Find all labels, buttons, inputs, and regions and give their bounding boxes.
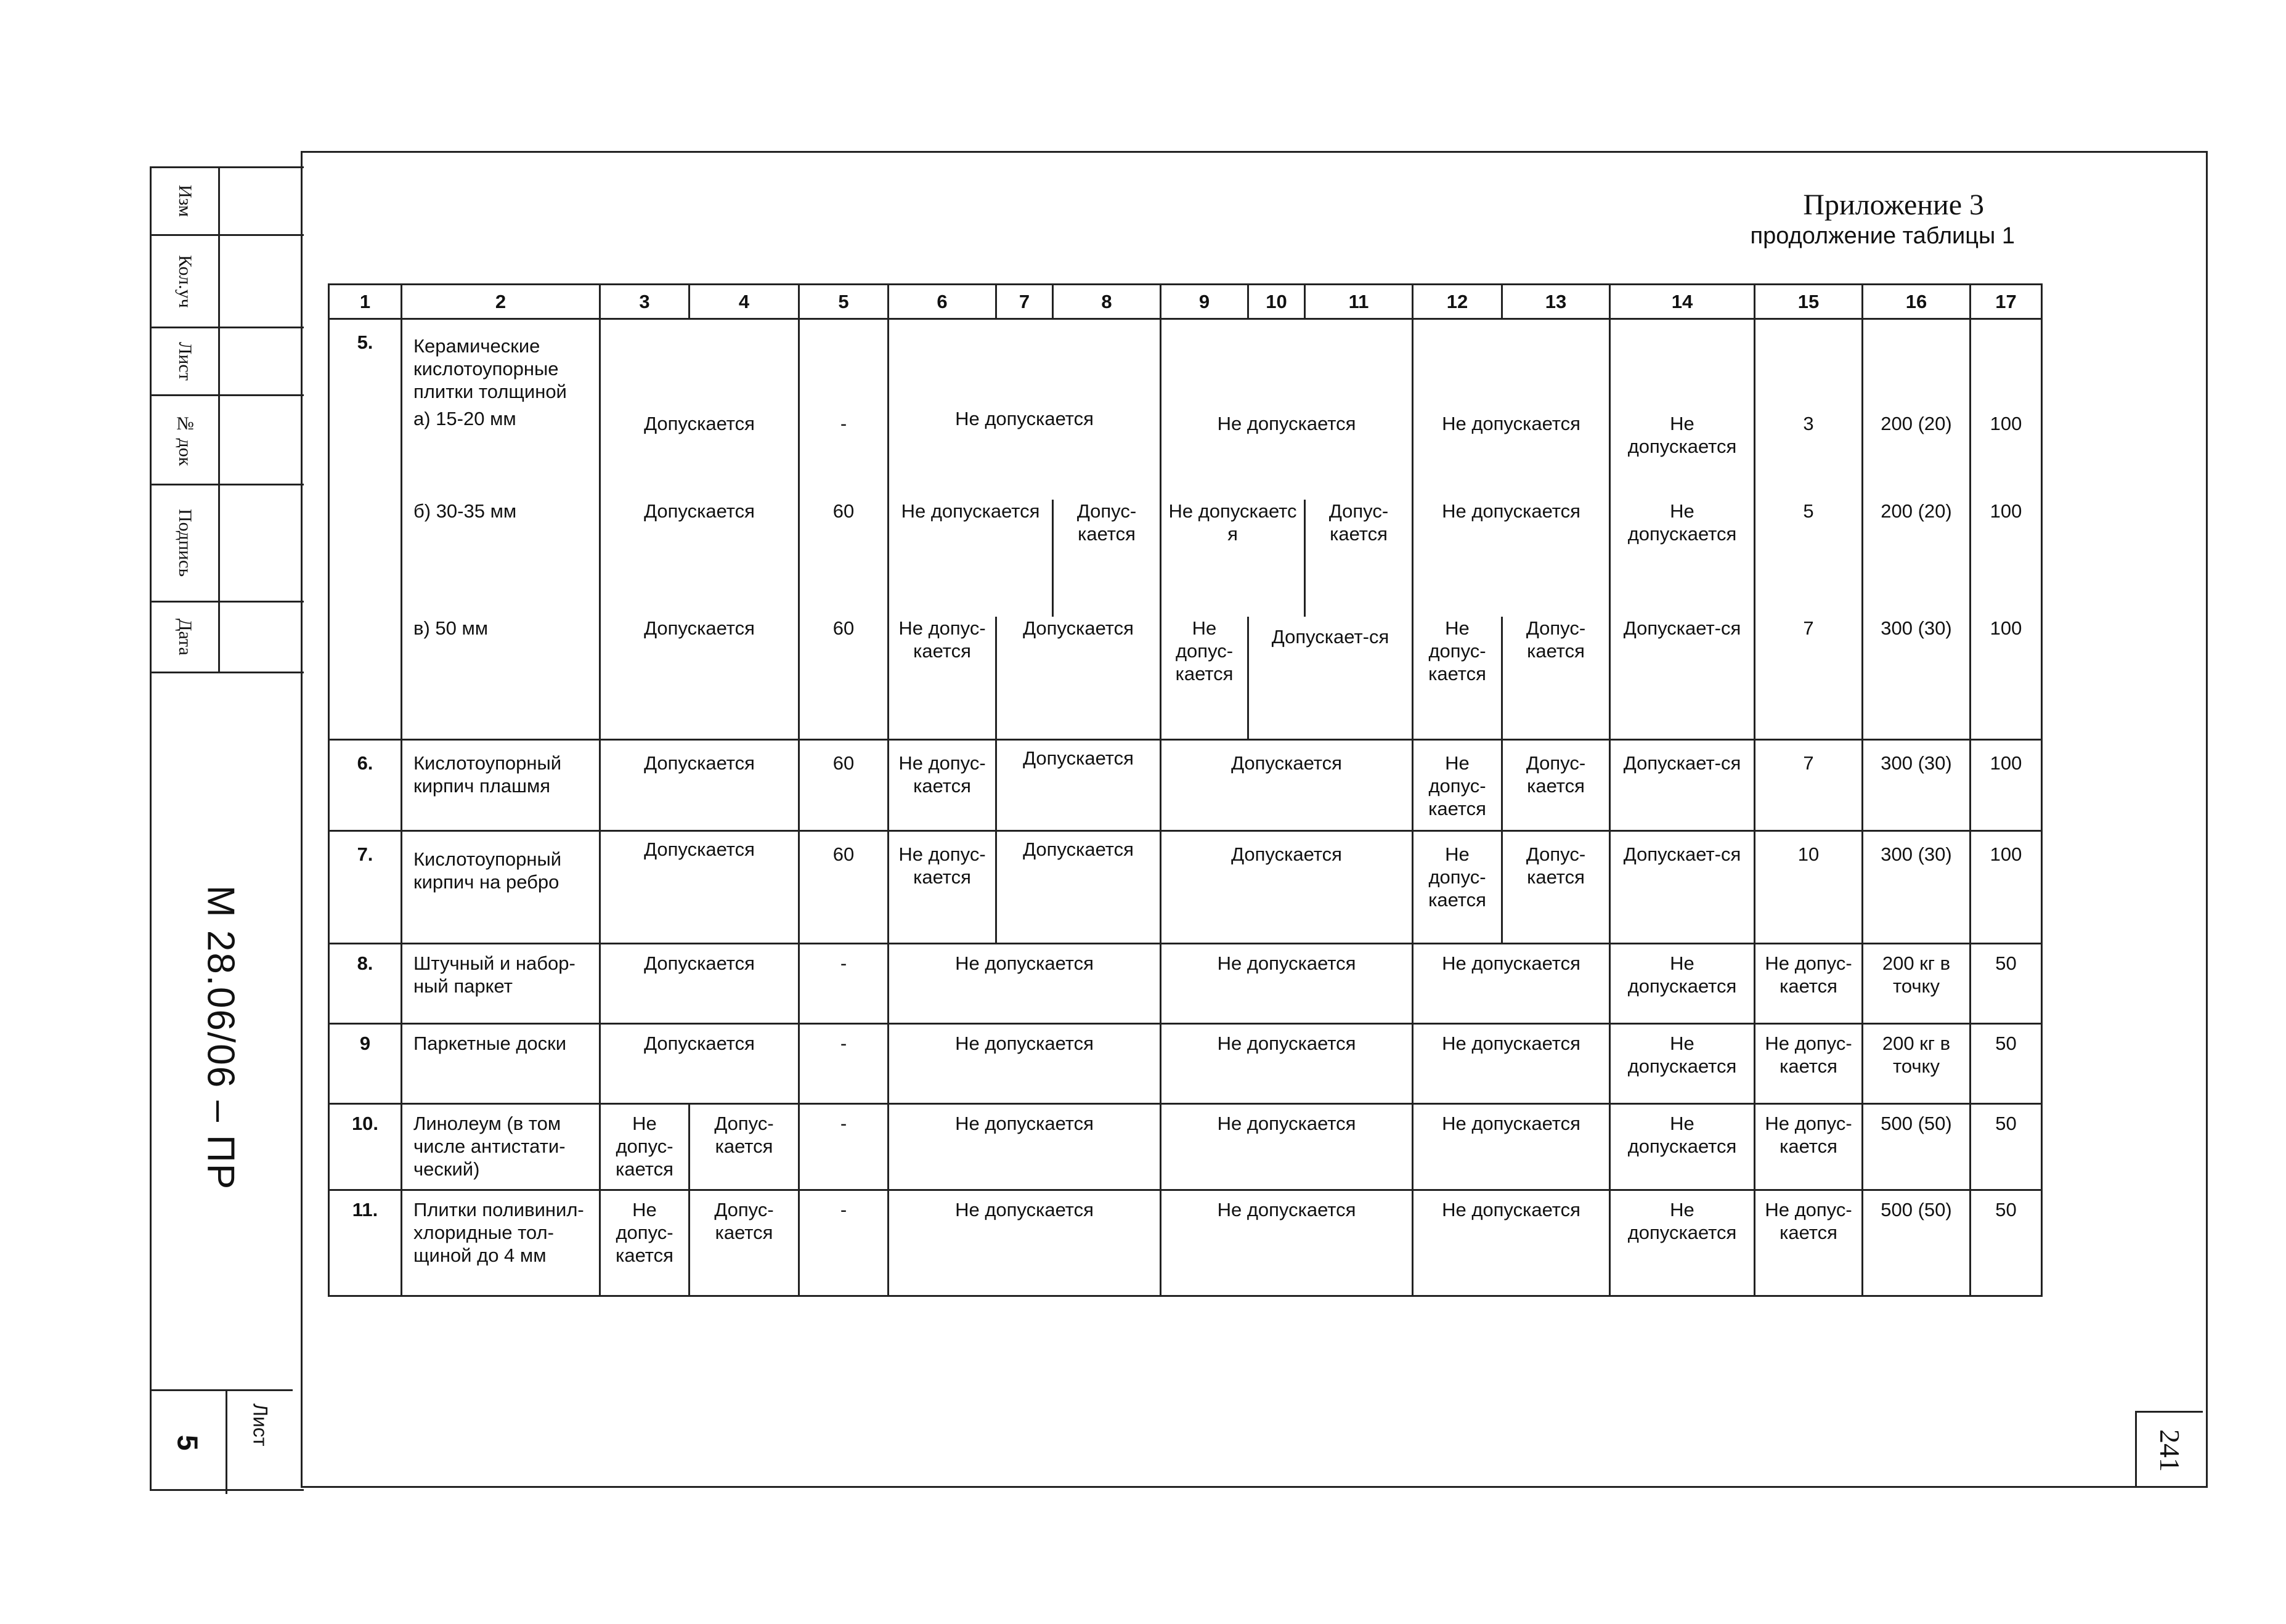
table-cell: 50 [1971, 1104, 2042, 1190]
table-cell: Допускается [996, 617, 1161, 740]
stamp-label: № док [175, 413, 195, 466]
col-header: 2 [402, 285, 600, 319]
table-cell: Не допускается [1161, 1024, 1413, 1104]
table-cell: Не допускается [889, 407, 1161, 500]
table-cell: Не допус-кается [1161, 617, 1248, 740]
row-number: 7. [329, 831, 402, 944]
stamp-row-kolch [152, 236, 304, 328]
row-number: 6. [329, 740, 402, 831]
table-row [329, 617, 2042, 740]
table-cell: 100 [1971, 407, 2042, 500]
table-cell: Не допус-кается [1755, 1190, 1863, 1296]
table-cell: Не допус-кается [1755, 944, 1863, 1024]
table-cell: Не допускается [1413, 944, 1610, 1024]
table-cell: 500 (50) [1863, 1104, 1971, 1190]
table-cell: Не допус-кается [600, 1190, 689, 1296]
col-header: 7 [996, 285, 1053, 319]
col-header: 10 [1248, 285, 1305, 319]
table-cell: 3 [1755, 407, 1863, 500]
table-cell: Не допускается [1161, 944, 1413, 1024]
document-number: М 28.06/06 – ПР [199, 885, 242, 1191]
table-cell: 50 [1971, 1190, 2042, 1296]
table-cell: 100 [1971, 740, 2042, 831]
table-cell: Допус-кается [1502, 831, 1610, 944]
row-title: Штучный и набор-ный паркет [402, 944, 600, 1024]
sheet-label: Лист [249, 1403, 272, 1447]
table-cell: 100 [1971, 831, 2042, 944]
table-row [329, 831, 2042, 944]
table-cell: Допускается [996, 740, 1161, 831]
table-cell: 10 [1755, 831, 1863, 944]
table-cell: 200 кг в точку [1863, 1024, 1971, 1104]
table-cell: - [799, 1024, 889, 1104]
stamp-label: Кол.уч [175, 254, 195, 308]
row-title: Плитки поливинил-хлоридные тол-щиной до 4 мм [402, 1190, 600, 1296]
table-cell: Не допускается [889, 1190, 1161, 1296]
table-cell: - [799, 1104, 889, 1190]
col-header: 13 [1502, 285, 1610, 319]
table-cell: Не допускается [1610, 500, 1755, 617]
table-cell: Допускается [600, 617, 799, 740]
table-cell: Не допус-кается [1413, 617, 1502, 740]
header-row [329, 285, 2042, 319]
table-cell: Не допускается [1610, 1190, 1755, 1296]
row-number: 8. [329, 944, 402, 1024]
table-cell: - [799, 407, 889, 500]
table-row [329, 500, 2042, 617]
row-label: б) 30-35 мм [402, 500, 600, 617]
table-row [329, 407, 2042, 500]
table-cell: Допускает-ся [1610, 740, 1755, 831]
table-cell: Не допускается [1161, 407, 1413, 500]
table-cell: 300 (30) [1863, 617, 1971, 740]
stamp-row-doc [152, 396, 304, 485]
table-cell: 200 (20) [1863, 500, 1971, 617]
table-cell: Не допускается [1413, 1024, 1610, 1104]
table-cell: Допус-кается [689, 1104, 799, 1190]
table-cell: Не допускается [1161, 1104, 1413, 1190]
table-cell: 60 [799, 500, 889, 617]
col-header: 16 [1863, 285, 1971, 319]
stamp-label: Дата [175, 619, 195, 656]
table-cell: Не допускается [1413, 1104, 1610, 1190]
table-cell: Не допускается [889, 500, 1053, 617]
col-header: 6 [889, 285, 996, 319]
table-cell: Допус-кается [1502, 740, 1610, 831]
table-cell: Не допускается [1161, 1190, 1413, 1296]
col-header: 4 [689, 285, 799, 319]
row-label: а) 15-20 мм [402, 407, 600, 500]
table-cell: Не допус-кается [1755, 1024, 1863, 1104]
table-cell: Допускается [600, 740, 799, 831]
table-cell: Допускается [600, 500, 799, 617]
row-number: 10. [329, 1104, 402, 1190]
row-number: 11. [329, 1190, 402, 1296]
stamp-row-list [152, 328, 304, 396]
table-cell: Не допускается [1610, 944, 1755, 1024]
col-header: 8 [1053, 285, 1161, 319]
table-cell: Допускается [600, 407, 799, 500]
table-cell: 60 [799, 617, 889, 740]
main-table [328, 283, 2041, 1297]
table-cell: Не допускается [889, 944, 1161, 1024]
sheet-number: 5 [171, 1434, 204, 1451]
col-header: 15 [1755, 285, 1863, 319]
table-cell: Не допус-кается [1413, 831, 1502, 944]
table-cell: Не допус-кается [889, 831, 996, 944]
table-cell: 7 [1755, 740, 1863, 831]
stamp-label: Лист [175, 342, 195, 381]
col-header: 9 [1161, 285, 1248, 319]
table-cell: Не допускается [1610, 407, 1755, 500]
col-header: 11 [1305, 285, 1413, 319]
table-cell: 5 [1755, 500, 1863, 617]
stamp-label: Изм [175, 185, 195, 217]
table-cell: Допускается [1161, 740, 1413, 831]
row-title: Кислотоупорный кирпич плашмя [402, 740, 600, 831]
col-header: 5 [799, 285, 889, 319]
table-cell: Не допус-кается [1755, 1104, 1863, 1190]
table-cell: Не допускается [889, 1024, 1161, 1104]
appendix-title: Приложение 3 [1803, 189, 1984, 221]
stamp-row-date [152, 603, 304, 673]
table-cell: Не допускается [889, 1104, 1161, 1190]
table-cell: 100 [1971, 500, 2042, 617]
table-cell: Допускает-ся [1610, 617, 1755, 740]
appendix-subtitle: продолжение таблицы 1 [1750, 223, 2015, 249]
table-cell: Не допускается [1413, 1190, 1610, 1296]
row-title: Паркетные доски [402, 1024, 600, 1104]
table-cell: Допус-кается [689, 1190, 799, 1296]
table-row [329, 944, 2042, 1024]
table-cell: 200 (20) [1863, 407, 1971, 500]
table-row [329, 319, 2042, 407]
table-cell: Не допускается [1413, 407, 1610, 500]
table-cell: Допускается [600, 1024, 799, 1104]
table-cell: Допускается [600, 944, 799, 1024]
table-cell: 100 [1971, 617, 2042, 740]
table-cell: 60 [799, 831, 889, 944]
row-title: Кислотоупорный кирпич на ребро [402, 831, 600, 944]
table-cell: Допускает-ся [1610, 831, 1755, 944]
table-row [329, 1104, 2042, 1190]
table-cell: 50 [1971, 944, 2042, 1024]
table-cell: 300 (30) [1863, 831, 1971, 944]
table-cell: Не допус-кается [1413, 740, 1502, 831]
table-cell: Допускает-ся [1248, 617, 1413, 740]
sheet-box [150, 1389, 293, 1494]
table-row [329, 1190, 2042, 1296]
row-number: 9 [329, 1024, 402, 1104]
table-cell: 60 [799, 740, 889, 831]
stamp-row-izm [152, 168, 304, 236]
table-cell: - [799, 1190, 889, 1296]
table-cell: Не допускается [1610, 1024, 1755, 1104]
table-cell: Допус-кается [1305, 500, 1413, 617]
table-cell: Не допускаетс я [1161, 500, 1305, 617]
row-label: в) 50 мм [402, 617, 600, 740]
table-cell: 50 [1971, 1024, 2042, 1104]
col-header: 3 [600, 285, 689, 319]
table-row [329, 1024, 2042, 1104]
col-header: 17 [1971, 285, 2042, 319]
table-cell: Не допус-кается [889, 617, 996, 740]
table-cell: Допускается [996, 831, 1161, 944]
table-row [329, 740, 2042, 831]
row-title: Керамические кислотоупорные плитки толщиной [402, 319, 600, 407]
row-number: 5. [329, 319, 402, 740]
table-cell: Не допус-кается [600, 1104, 689, 1190]
table-cell: - [799, 944, 889, 1024]
col-header: 1 [329, 285, 402, 319]
table-cell: 500 (50) [1863, 1190, 1971, 1296]
table-cell: Допус-кается [1502, 617, 1610, 740]
table-cell: Не допускается [1413, 500, 1610, 617]
table-cell: Допускается [1161, 831, 1413, 944]
table-cell: Допускается [600, 831, 799, 944]
page-number: 241 [2135, 1411, 2203, 1488]
col-header: 12 [1413, 285, 1502, 319]
table-cell: 7 [1755, 617, 1863, 740]
stamp-row-sign [152, 485, 304, 603]
table-cell: Не допус-кается [889, 740, 996, 831]
col-header: 14 [1610, 285, 1755, 319]
table-cell: 200 кг в точку [1863, 944, 1971, 1024]
row-title: Линолеум (в том числе антистати-ческий) [402, 1104, 600, 1190]
stamp-label: Подпись [175, 509, 195, 577]
table-cell: 300 (30) [1863, 740, 1971, 831]
table-cell: Допус-кается [1053, 500, 1161, 617]
table-cell: Не допускается [1610, 1104, 1755, 1190]
